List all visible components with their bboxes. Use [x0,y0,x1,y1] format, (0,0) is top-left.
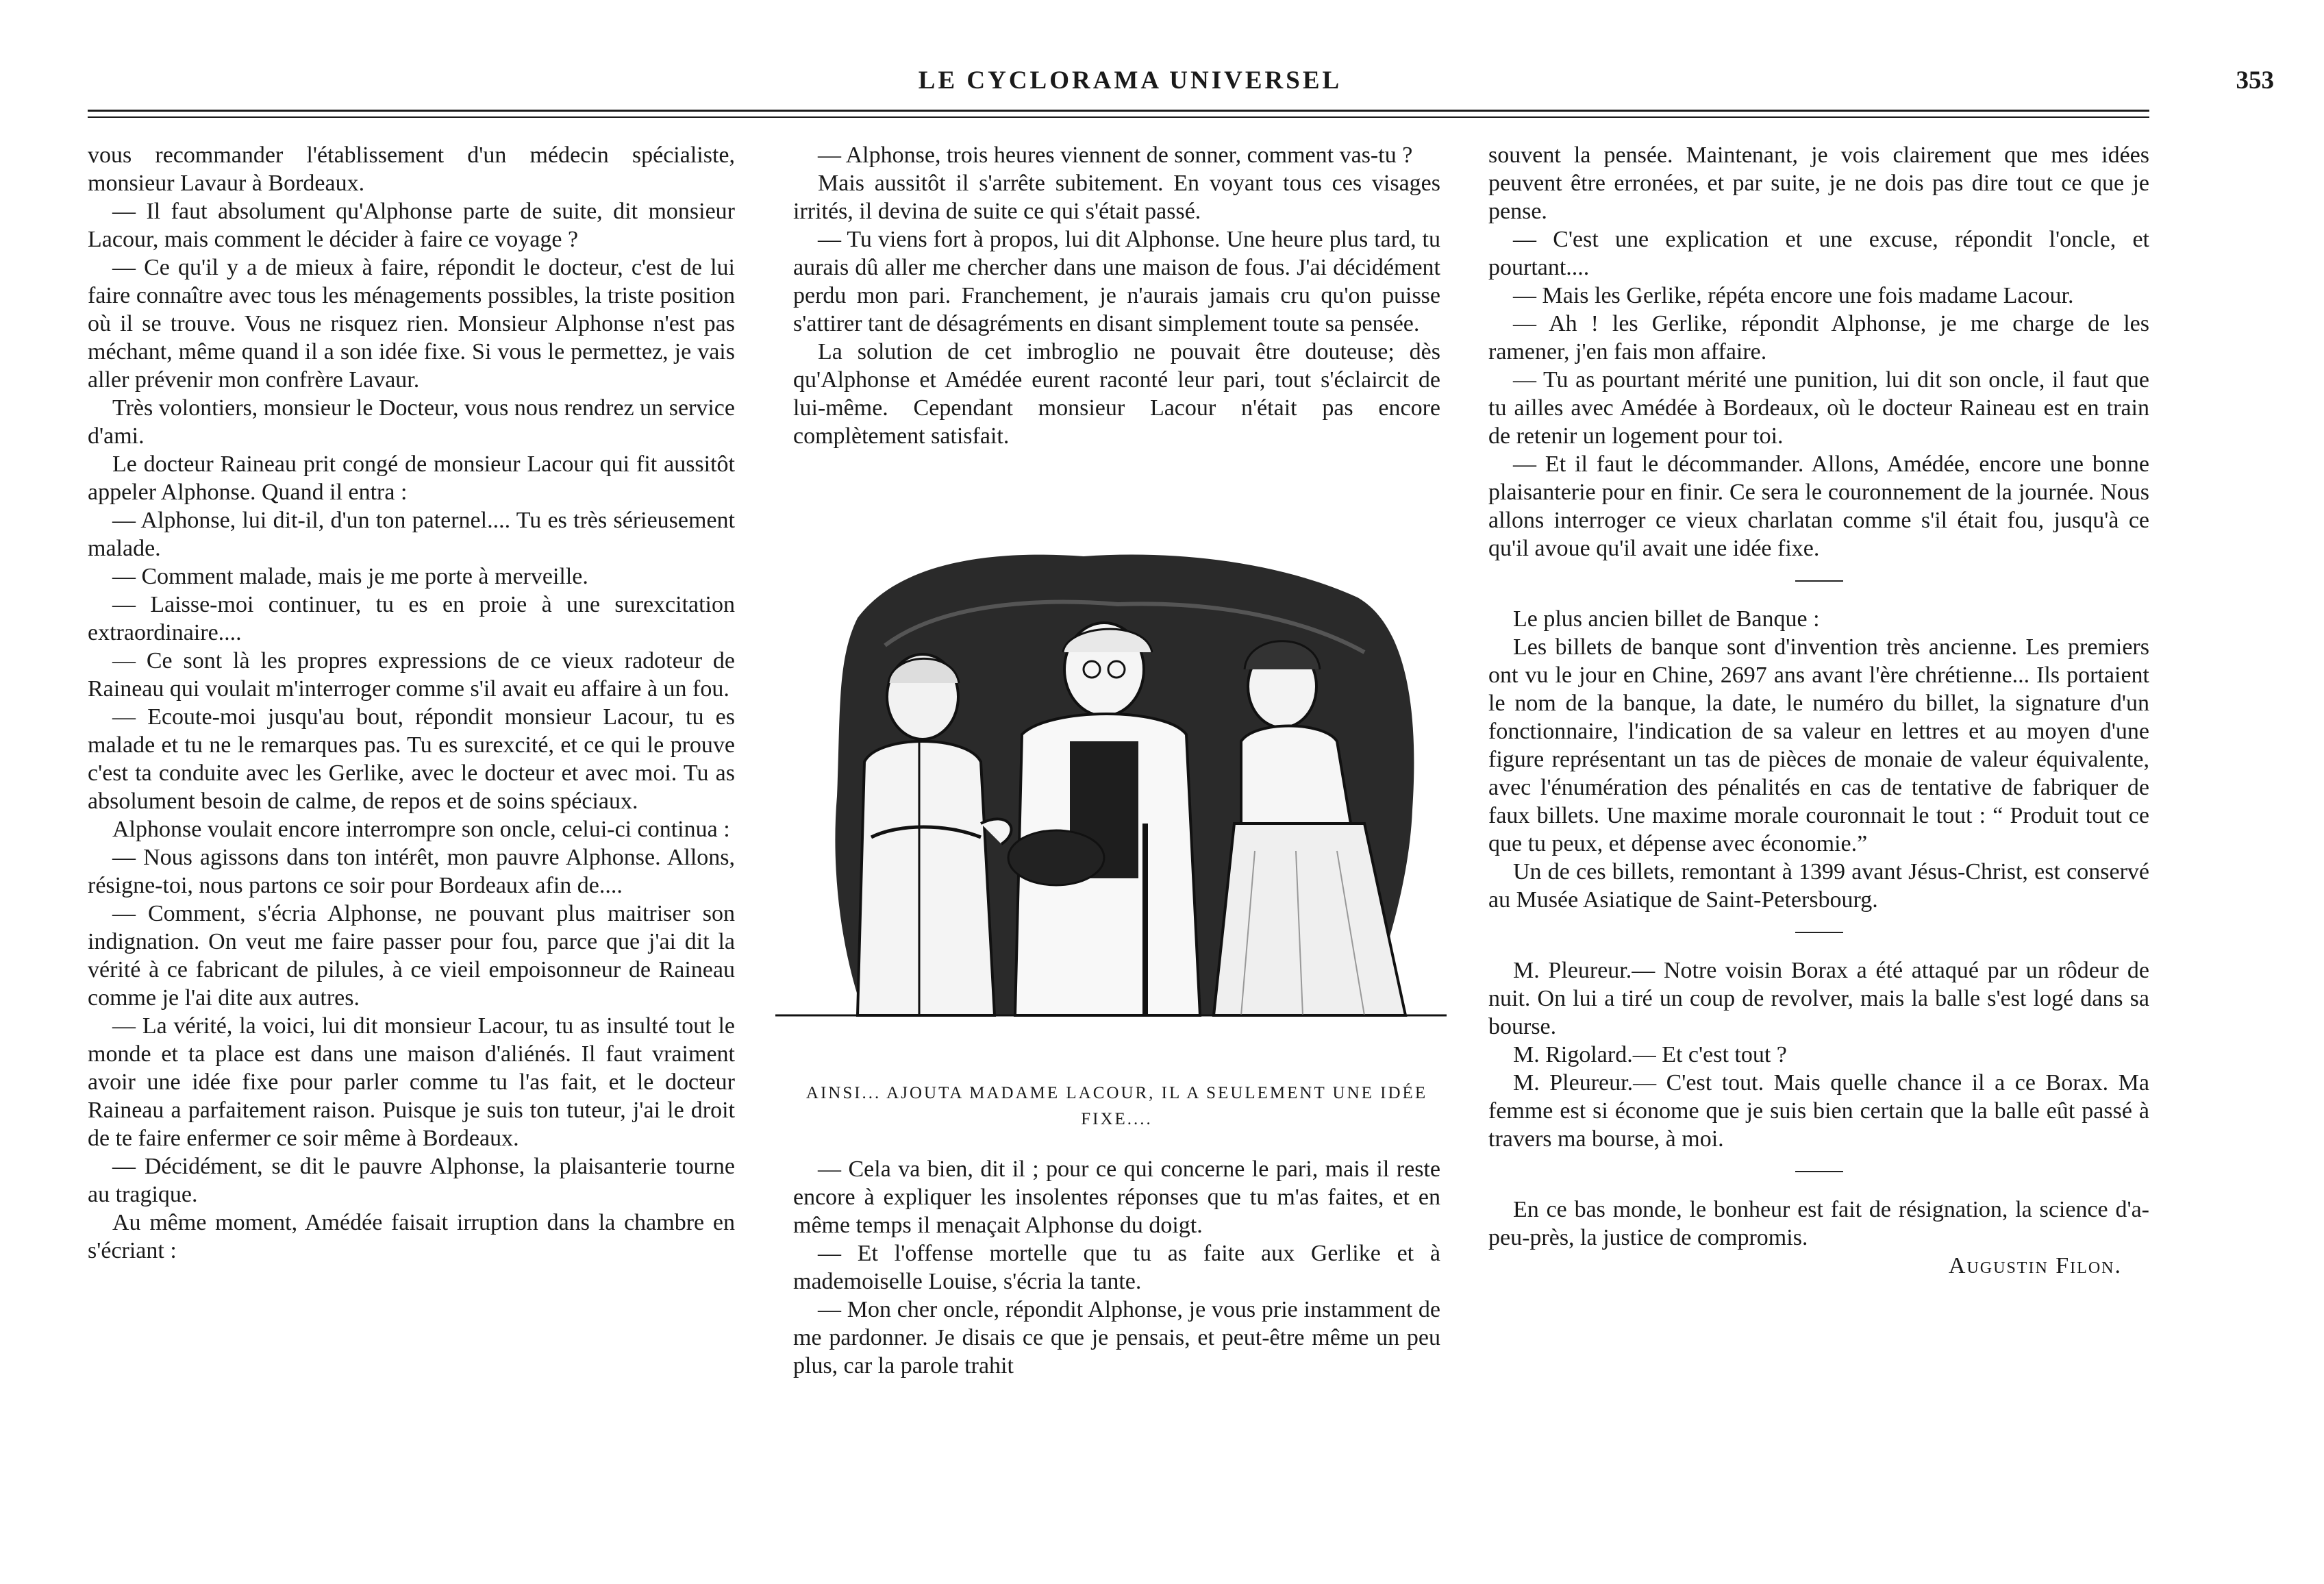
banknote-heading: Le plus ancien billet de Banque : [1513,606,1820,632]
paragraph: — Comment malade, mais je me porte à merveille. [112,564,588,589]
journal-title: LE CYCLORAMA UNIVERSEL [918,66,1342,95]
paragraph: — Alphonse, lui dit-il, d'un ton paternel.... Tu es très sérieusement malade. [88,508,735,561]
paragraph: souvent la pensée. Maintenant, je vois clairement que mes idées peuvent être erronées, et par suite, je ne dois pas dire tout ce que je pense. [1488,143,2149,224]
paragraph: — Tu viens fort à propos, lui dit Alphonse. Une heure plus tard, tu aurais dû aller me chercher dans une maison de fous. J'ai décidément perdu mon pari. Franchement, je n'aurais jamais cru qu'on puisse s'attirer tant de désagréments en disant simplement toute sa pensée. [793,227,1440,336]
header-rule-top [88,110,2149,112]
section-separator [1795,1171,1843,1172]
paragraph: Un de ces billets, remontant à 1399 avant Jésus-Christ, est conservé au Musée Asiatique de Saint-Petersbourg. [1488,859,2149,913]
section-separator [1795,580,1843,582]
paragraph: Très volontiers, monsieur le Docteur, vous nous rendrez un service d'ami. [88,395,735,449]
column-2-top [793,141,1440,450]
section-separator [1795,932,1843,933]
paragraph: — Comment, s'écria Alphonse, ne pouvant plus maitriser son indignation. On veut me faire passer pour fou, parce que j'ai dit la vérité à ce fabricant de pilules, à ce vieil empoisonneur de Raineau comme je l'ai dite aux autres. [88,901,735,1011]
paragraph: M. Pleureur.— Notre voisin Borax a été attaqué par un rôdeur de nuit. On lui a tiré un coup de revolver, mais la balle s'est logé dans sa bourse. [1488,958,2149,1039]
column-2-bottom [793,1155,1440,1380]
maxim: En ce bas monde, le bonheur est fait de résignation, la science d'a-peu-près, la justice de compromis. [1488,1197,2149,1250]
engraving-illustration [762,536,1460,1035]
paragraph: — Décidément, se dit le pauvre Alphonse, la plaisanterie tourne au tragique. [88,1154,735,1207]
paragraph: Le docteur Raineau prit congé de monsieur Lacour qui fit aussitôt appeler Alphonse. Quand il entra : [88,451,735,505]
illustration-caption: AINSI... AJOUTA MADAME LACOUR, IL A SEULEMENT UNE IDÉE FIXE.... [805,1084,1428,1128]
paragraph: Au même moment, Amédée faisait irruption dans la chambre en s'écriant : [88,1210,735,1263]
paragraph: M. Pleureur.— C'est tout. Mais quelle chance il a ce Borax. Ma femme est si économe que je suis bien certain que la balle eût passé à travers ma bourse, à moi. [1488,1070,2149,1152]
paragraph: — Alphonse, trois heures viennent de sonner, comment vas-tu ? [818,143,1413,168]
paragraph: La solution de cet imbroglio ne pouvait être douteuse; dès qu'Alphonse et Amédée eurent raconté leur pari, tout s'éclaircit de lui-même. Cependant monsieur Lacour n'était pas encore complètement satisfait. [793,339,1440,449]
paragraph: — Il faut absolument qu'Alphonse parte de suite, dit monsieur Lacour, mais comment le décider à faire ce voyage ? [88,199,735,252]
paragraph: — Et l'offense mortelle que tu as faite aux Gerlike et à mademoiselle Louise, s'écria la tante. [793,1241,1440,1294]
page-number: 353 [2236,66,2274,95]
paragraph: Mais aussitôt il s'arrête subitement. En voyant tous ces visages irrités, il devina de suite ce qui s'était passé. [793,171,1440,224]
paragraph: — C'est une explication et une excuse, répondit l'oncle, et pourtant.... [1488,227,2149,280]
paragraph: vous recommander l'établissement d'un médecin spécialiste, monsieur Lavaur à Bordeaux. [88,143,735,196]
author-signature: Augustin Filon. [1948,1253,2122,1278]
paragraph: — Ce sont là les propres expressions de ce vieux radoteur de Raineau qui voulait m'interroger comme s'il avait eu affaire à un fou. [88,648,735,702]
paragraph: — Cela va bien, dit il ; pour ce qui concerne le pari, mais il reste encore à expliquer les insolentes réponses que tu m'as faites, et en même temps il menaçait Alphonse du doigt. [793,1156,1440,1238]
paragraph: — Tu as pourtant mérité une punition, lui dit son oncle, il faut que tu ailles avec Amédée à Bordeaux, où le docteur Raineau est en train de retenir un logement pour toi. [1488,367,2149,449]
paragraph: — Laisse-moi continuer, tu es en proie à une surexcitation extraordinaire.... [88,592,735,645]
paragraph: — Mais les Gerlike, répéta encore une fois madame Lacour. [1513,283,2074,308]
paragraph: — Et il faut le décommander. Allons, Amédée, encore une bonne plaisanterie pour en finir. Ce sera le couronnement de la journée. Nous allons interroger ce vieux charlatan comme s'il était fou, jusqu'à ce qu'il avoue qu'il avait une idée fixe. [1488,451,2149,561]
column-3 [1488,141,2149,1280]
column-1 [88,141,735,1265]
paragraph: Alphonse voulait encore interrompre son oncle, celui-ci continua : [112,817,730,842]
paragraph: — Ce qu'il y a de mieux à faire, répondit le docteur, c'est de lui faire connaître avec tous les ménagements possibles, la triste position où il se trouve. Vous ne risquez rien. Monsieur Alphonse n'est pas méchant, même quand il a son idée fixe. Si vous le permettez, je vais aller prévenir mon confrère Lavaur. [88,255,735,393]
header-rule-bottom [88,116,2149,118]
paragraph: — Ah ! les Gerlike, répondit Alphonse, je me charge de les ramener, j'en fais mon affaire. [1488,311,2149,364]
paragraph: — Mon cher oncle, répondit Alphonse, je vous prie instamment de me pardonner. Je disais ce que je pensais, et peut-être même un peu plus, car la parole trahit [793,1297,1440,1378]
paragraph: Les billets de banque sont d'invention très ancienne. Les premiers ont vu le jour en Chine, 2697 ans avant l'ère chrétienne... Ils portaient le nom de la banque, la date, le numéro du billet, la signature d'un fonctionnaire, l'indication de sa valeur en lettres et au moyen d'une figure représentant un tas de pièces de monaie de valeur équivalente, avec l'énumération des pénalités en cas de tentative de fabriquer de faux billets. Une maxime morale couronnait le tout : “ Produit tout ce que tu peux, et dépense avec économie.” [1488,634,2149,856]
paragraph: — Ecoute-moi jusqu'au bout, répondit monsieur Lacour, tu es malade et tu ne le remarques pas. Tu es surexcité, et ce qui le prouve c'est ta conduite avec les Gerlike, avec le docteur et avec moi. Tu as absolument besoin de calme, de repos et de soins spéciaux. [88,704,735,814]
paragraph: — La vérité, la voici, lui dit monsieur Lacour, tu as insulté tout le monde et ta place est dans une maison d'aliénés. Il faut vraiment avoir une idée fixe pour parler comme tu l'as fait, et le docteur Raineau a parfaitement raison. Puisque je suis ton tuteur, j'ai le droit de te faire enfermer ce soir même à Bordeaux. [88,1013,735,1151]
paragraph: — Nous agissons dans ton intérêt, mon pauvre Alphonse. Allons, résigne-toi, nous partons ce soir pour Bordeaux afin de.... [88,845,735,898]
paragraph: M. Rigolard.— Et c'est tout ? [1513,1042,1787,1067]
